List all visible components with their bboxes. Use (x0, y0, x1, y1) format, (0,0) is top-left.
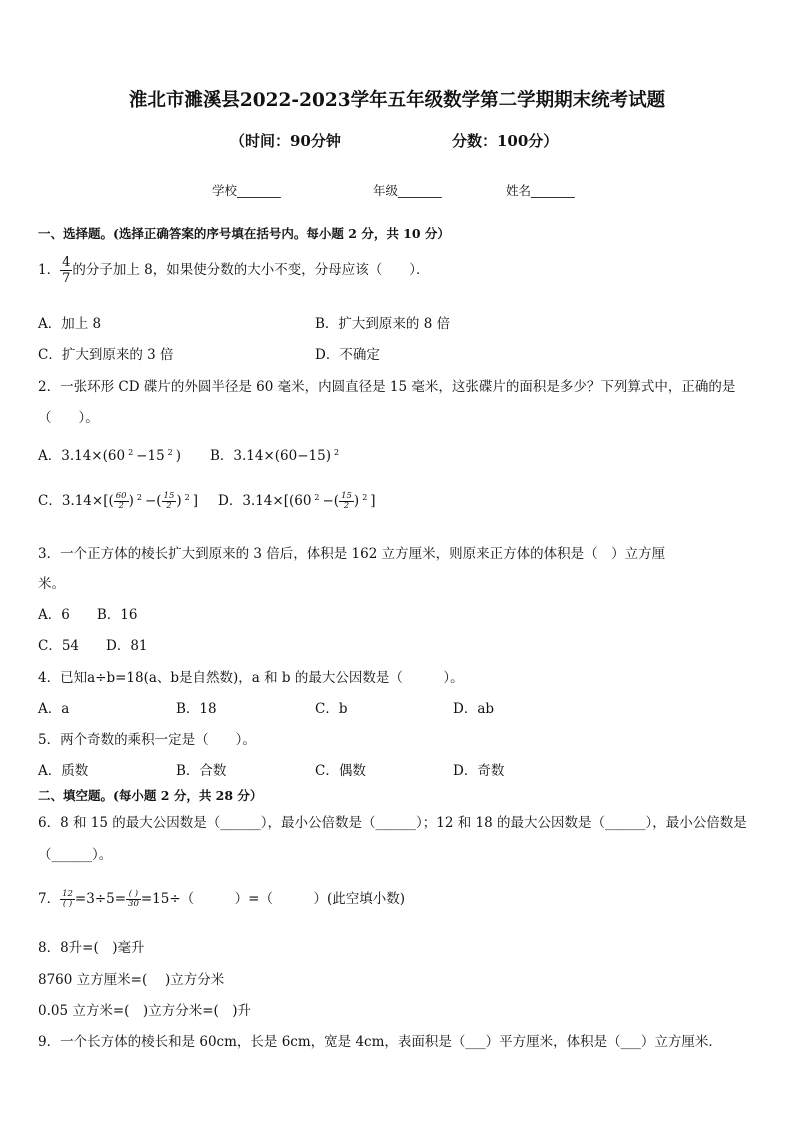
q2-c-square-2: 2 (184, 492, 190, 502)
section-choice-heading: 一、选择题。(选择正确答案的序号填在括号内。每小题 2 分，共 10 分） (38, 226, 450, 241)
q3-options-cd[interactable]: C．54 D．81 (38, 638, 148, 654)
name-field[interactable]: 姓名_______ (506, 183, 575, 198)
exam-time: （时间：90分钟 (230, 132, 341, 150)
q1-number: 1． (38, 262, 61, 278)
grade-field[interactable]: 年级_______ (373, 183, 442, 198)
question-5: 5．两个奇数的乘积一定是（ ）。 (38, 732, 256, 748)
q7-f2-num[interactable]: ( ) (126, 890, 141, 900)
question-8-line2: 8760 立方厘米=( )立方分米 (38, 972, 225, 988)
q1-option-c[interactable]: C．扩大到原来的 3 倍 (38, 347, 174, 363)
q7-fraction-2 (126, 890, 141, 909)
school-field[interactable]: 学校_______ (212, 183, 281, 198)
q2-c-square-1: 2 (136, 492, 142, 502)
q1-option-d[interactable]: D．不确定 (315, 347, 380, 363)
question-3-cont: 米。 (38, 576, 65, 592)
question-4: 4．已知a÷b=18(a、b是自然数)，a 和 b 的最大公因数是（ ）。 (38, 670, 464, 686)
q5-option-d[interactable]: D．奇数 (453, 763, 505, 779)
q2-c-f1-den: 2 (118, 501, 124, 511)
q1-fraction (60, 255, 72, 286)
section-fill-heading: 二、填空题。(每小题 2 分，共 28 分） (38, 788, 263, 803)
q7-f1-den[interactable]: ( ) (62, 899, 73, 909)
q2-d-expr-3: ] (370, 493, 376, 509)
q1-frac-num: 4 (62, 255, 71, 270)
q2-c-f2-num: 15 (163, 491, 175, 501)
q1-frac-den: 7 (62, 271, 71, 286)
q5-option-b[interactable]: B．合数 (176, 763, 227, 779)
question-7 (38, 887, 405, 909)
q2-option-c[interactable] (38, 489, 198, 511)
q2-d-expr-2: −( (322, 493, 340, 509)
q4-option-b[interactable]: B．18 (176, 701, 217, 717)
page-title: 淮北市濉溪县2022-2023学年五年级数学第二学期期末统考试题 (128, 90, 666, 111)
q2-c-expr-1: C．3.14×[( (38, 493, 114, 509)
q3-options-ab[interactable]: A．6 B．16 (38, 607, 138, 623)
question-9: 9．一个长方体的棱长和是 60cm，长是 6cm，宽是 4cm，表面积是（___）平方厘米，体积是（___）立方厘米． (38, 1034, 722, 1050)
q2-d-fraction (339, 492, 354, 511)
q7-fraction-1 (60, 890, 75, 909)
q2-d-paren: ) (353, 493, 360, 509)
q2-b-expr: B．3.14×(60−15) (210, 448, 331, 464)
q2-c-expr-3: ] (192, 493, 199, 509)
q2-b-square: 2 (334, 447, 340, 457)
question-1 (38, 255, 430, 286)
q4-option-a[interactable]: A．a (38, 701, 70, 717)
q4-option-c[interactable]: C．b (315, 701, 348, 717)
q2-d-square-1: 2 (314, 492, 320, 502)
q1-option-a[interactable]: A．加上 8 (38, 316, 102, 332)
question-2-blank: （ ）。 (38, 410, 99, 426)
q2-a-expr-1: A．3.14×(60 (38, 448, 126, 464)
q2-d-square-2: 2 (362, 492, 368, 502)
q7-expr-1: =3÷5= (74, 891, 127, 907)
question-2: 2．一张环形 CD 碟片的外圆半径是 60 毫米，内圆直径是 15 毫米，这张碟片的面积是多少？下列算式中，正确的是 (38, 379, 736, 395)
q2-a-square: 2 (128, 447, 134, 457)
q2-c-f2-den: 2 (166, 501, 172, 511)
q4-option-d[interactable]: D．ab (453, 701, 495, 717)
q1-text: 的分子加上 8，如果使分数的大小不变，分母应该（ ）． (72, 262, 430, 278)
q2-d-f-num: 15 (341, 491, 352, 501)
q2-option-d[interactable] (218, 489, 376, 511)
q7-f1-num: 12 (62, 889, 73, 899)
q2-c-fraction-2 (162, 492, 177, 511)
q2-c-paren: ) (128, 493, 134, 509)
q2-a-square-2: 2 (167, 447, 173, 457)
q2-d-f-den: 2 (343, 501, 350, 511)
question-6: 6．8 和 15 的最大公因数是（______），最小公倍数是（______）；12 和 18 的最大公因数是（______），最小公倍数是 (38, 815, 747, 831)
q5-option-a[interactable]: A．质数 (38, 763, 89, 779)
q7-expr-2: =15÷（ ）=（ ）(此空填小数) (140, 891, 406, 907)
q2-c-paren-2: ) (176, 493, 182, 509)
question-6-cont: （______）。 (38, 847, 113, 863)
q2-a-expr-3: ) (175, 448, 182, 464)
q2-c-f1-num: 60 (115, 491, 127, 501)
question-8-line3: 0.05 立方米=( )立方分米=( )升 (38, 1003, 252, 1019)
q5-option-c[interactable]: C．偶数 (315, 763, 366, 779)
question-3: 3．一个正方体的棱长扩大到原来的 3 倍后，体积是 162 立方厘米，则原来正方体的体积是（ ）立方厘 (38, 546, 666, 562)
q2-c-expr-2: −( (144, 493, 162, 509)
q7-f2-den: 30 (128, 899, 139, 909)
q2-a-expr-2: −15 (136, 448, 165, 464)
q2-c-fraction-1 (114, 492, 129, 511)
q2-d-expr-1: D．3.14×[(60 (218, 493, 312, 509)
q1-option-b[interactable]: B．扩大到原来的 8 倍 (315, 316, 451, 332)
q2-option-b[interactable] (210, 444, 342, 464)
question-8: 8．8升=( )毫升 (38, 940, 145, 956)
q2-option-a[interactable] (38, 444, 181, 464)
exam-score: 分数：100分） (452, 132, 559, 150)
q7-number: 7． (38, 891, 61, 907)
